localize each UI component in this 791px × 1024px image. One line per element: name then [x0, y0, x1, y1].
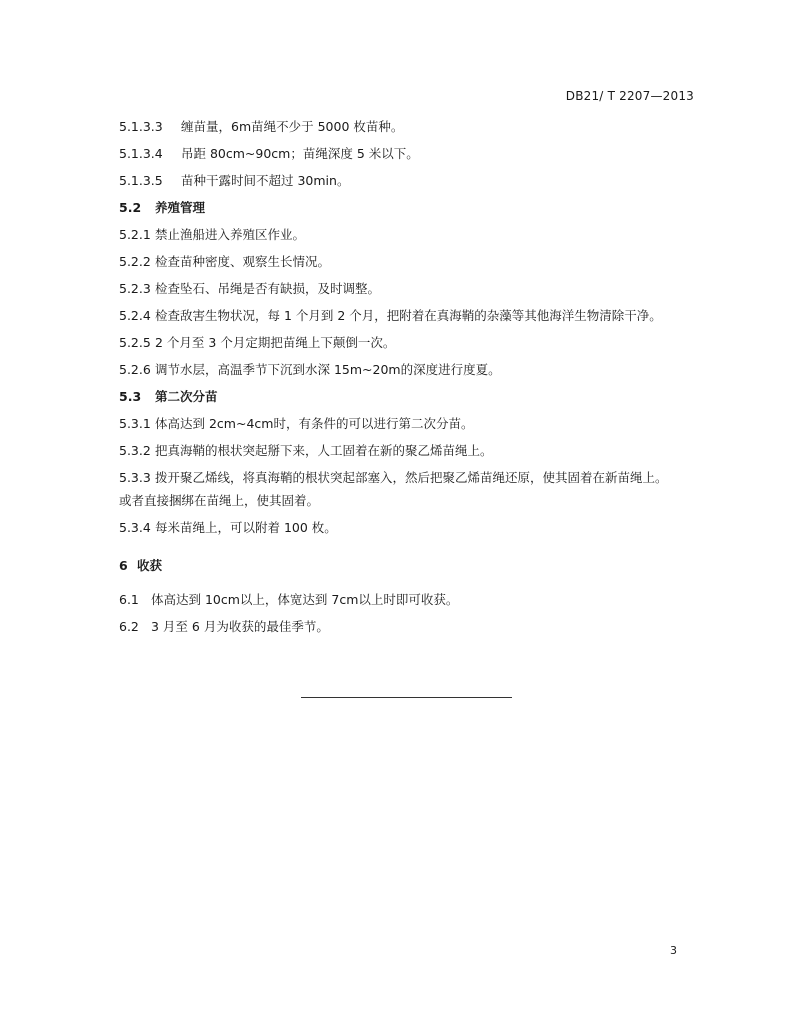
clause-number: 5.2.5 — [119, 335, 151, 350]
clause-number: 6.2 — [119, 619, 139, 634]
clause-text: 缠苗量，6m苗绳不少于 5000 枚苗种。 — [181, 119, 404, 134]
clause-5-1-3-5 — [119, 172, 699, 190]
clause-6-1 — [119, 591, 699, 609]
clause-text: 吊距 80cm~90cm；苗绳深度 5 米以下。 — [181, 146, 419, 161]
clause-number: 5.2.2 — [119, 254, 151, 269]
clause-number: 5.1.3.4 — [119, 146, 163, 161]
clause-number: 5.3.1 — [119, 416, 151, 431]
section-heading-5-3 — [119, 388, 699, 406]
chapter-number: 6 — [119, 558, 128, 573]
clause-5-3-4 — [119, 519, 699, 537]
clause-5-1-3-4 — [119, 145, 699, 163]
clause-text: 苗种干露时间不超过 30min。 — [181, 173, 350, 188]
clause-text: 检查坠石、吊绳是否有缺损，及时调整。 — [155, 281, 381, 296]
clause-5-2-3 — [119, 280, 699, 298]
clause-5-3-3 — [119, 469, 699, 510]
section-number: 5.2 — [119, 200, 142, 215]
clause-number: 5.2.3 — [119, 281, 151, 296]
section-title: 养殖管理 — [155, 200, 206, 215]
clause-text: 拨开聚乙烯线，将真海鞘的根状突起部塞入，然后把聚乙烯苗绳还原，使其固着在新苗绳上。 — [155, 470, 668, 485]
clause-number: 5.2.1 — [119, 227, 151, 242]
clause-number: 5.1.3.3 — [119, 119, 163, 134]
clause-number: 5.2.6 — [119, 362, 151, 377]
clause-text: 调节水层，高温季节下沉到水深 15m~20m的深度进行度夏。 — [155, 362, 501, 377]
clause-text: 禁止渔船进入养殖区作业。 — [155, 227, 306, 242]
document-code: DB21/ T 2207—2013 — [565, 89, 694, 103]
clause-number: 6.1 — [119, 592, 139, 607]
clause-text: 2 个月至 3 个月定期把苗绳上下颠倒一次。 — [155, 335, 396, 350]
clause-first-line — [119, 469, 699, 487]
clause-text: 检查敌害生物状况，每 1 个月到 2 个月，把附着在真海鞘的杂藻等其他海洋生物清除干净。 — [155, 308, 662, 323]
clause-continuation: 或者直接捆绑在苗绳上，使其固着。 — [119, 493, 320, 508]
clause-5-3-2 — [119, 442, 699, 460]
clause-number: 5.3.3 — [119, 470, 151, 485]
clause-5-3-1 — [119, 415, 699, 433]
chapter-title: 收获 — [137, 558, 163, 573]
clause-6-2 — [119, 618, 699, 636]
clause-text: 每米苗绳上，可以附着 100 枚。 — [155, 520, 337, 535]
clause-5-2-4 — [119, 307, 699, 325]
clause-text: 把真海鞘的根状突起掰下来，人工固着在新的聚乙烯苗绳上。 — [155, 443, 493, 458]
clause-text: 检查苗种密度、观察生长情况。 — [155, 254, 331, 269]
section-title: 第二次分苗 — [155, 389, 218, 404]
clause-number: 5.3.4 — [119, 520, 151, 535]
clause-text: 3 月至 6 月为收获的最佳季节。 — [151, 619, 329, 634]
document-body — [119, 118, 699, 645]
clause-number: 5.2.4 — [119, 308, 151, 323]
clause-number: 5.3.2 — [119, 443, 151, 458]
clause-text: 体高达到 10cm以上，体宽达到 7cm以上时即可收获。 — [151, 592, 459, 607]
section-number: 5.3 — [119, 389, 142, 404]
clause-text: 体高达到 2cm~4cm时，有条件的可以进行第二次分苗。 — [155, 416, 474, 431]
page-number: 3 — [670, 944, 677, 957]
section-heading-5-2 — [119, 199, 699, 217]
clause-5-2-1 — [119, 226, 699, 244]
clause-5-2-6 — [119, 361, 699, 379]
clause-number: 5.1.3.5 — [119, 173, 163, 188]
clause-5-2-2 — [119, 253, 699, 271]
end-divider — [301, 697, 512, 698]
clause-5-1-3-3 — [119, 118, 699, 136]
chapter-heading-6 — [119, 557, 699, 575]
clause-5-2-5 — [119, 334, 699, 352]
